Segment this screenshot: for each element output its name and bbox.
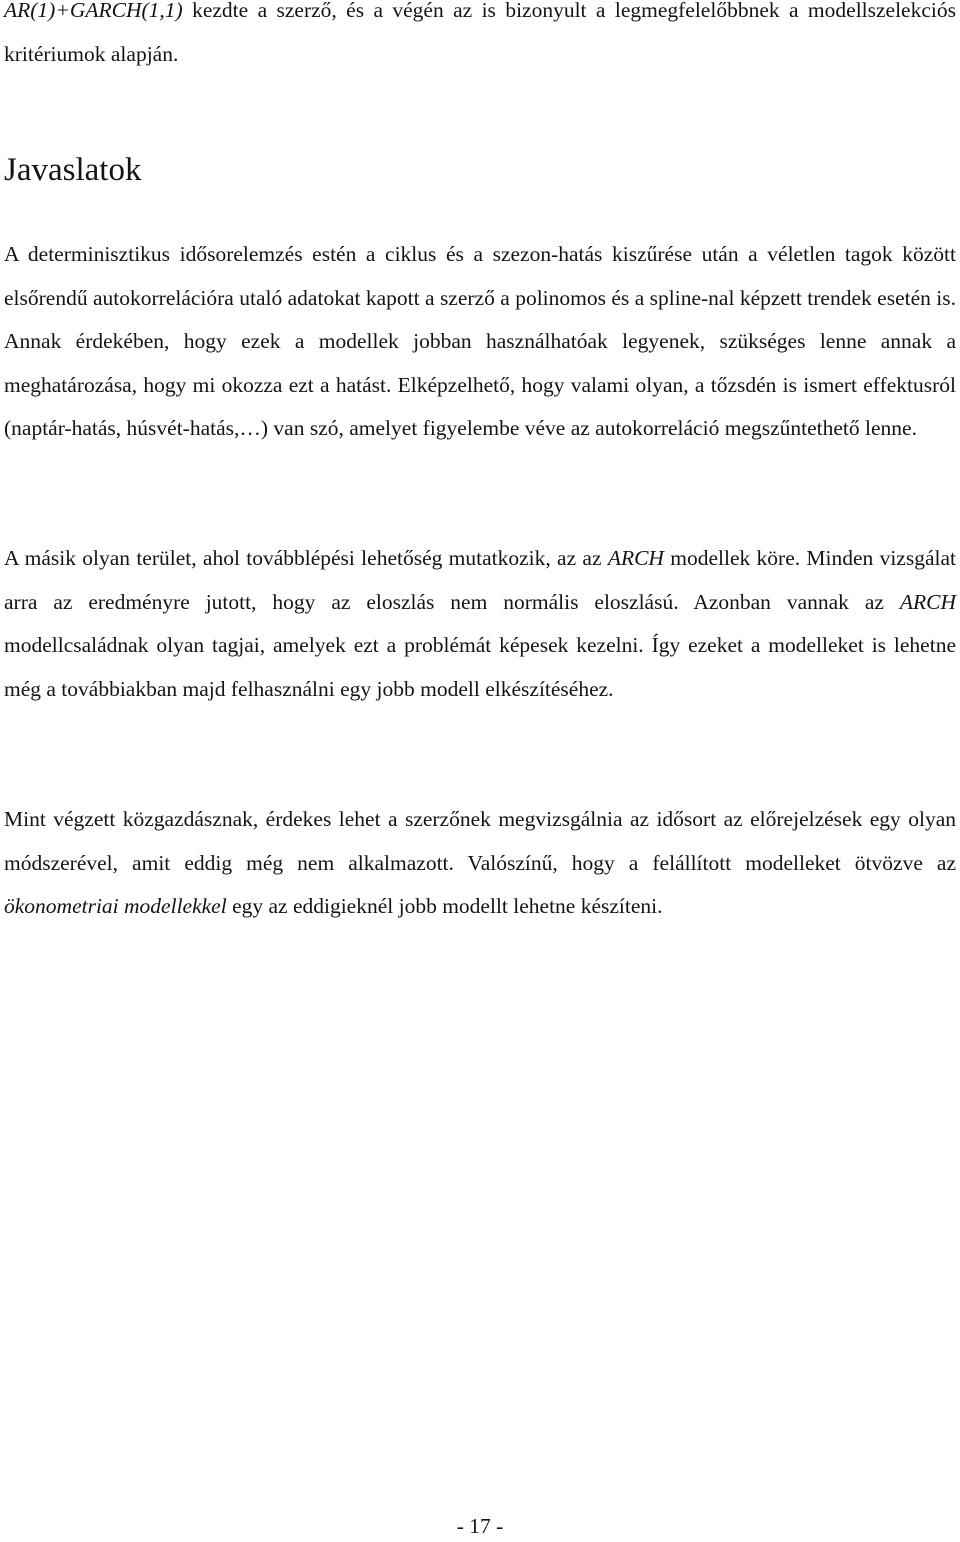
paragraph-intro-text: kezdte a szerző, és a végén az is bizonyult a legmegfelelőbbnek a modellszelekciós kritériumok alapján. [4, 0, 956, 66]
arch-italic-2: ARCH [899, 589, 956, 614]
model-name-italic: AR(1)+GARCH(1,1) [4, 0, 183, 22]
paragraph-forecasting-text-1: Mint végzett közgazdásznak, érdekes lehet a szerzőnek megvizsgálnia az idősort az előrejelzések egy olyan módszerével, amit eddig még nem alkalmazott. Valószínű, hogy a felállított modelleket ötvözve az [4, 807, 956, 875]
paragraph-forecasting-text-2: egy az eddigieknél jobb modellt lehetne készíteni. [226, 894, 663, 918]
paragraph-arch-text-1: A másik olyan terület, ahol továbblépési lehetőség mutatkozik, az az [4, 546, 608, 570]
arch-italic-1: ARCH [607, 546, 664, 570]
paragraph-deterministic: A determinisztikus idősorelemzés estén a ciklus és a szezon-hatás kiszűrése után a véletlen tagok között elsőrendű autokorrelációra utaló adatokat kapott a szerző a polinomos és a spline-nal képzett trendek esetén is. Annak érdekében, hogy ezek a modellek jobban használhatóak legyenek, szükséges lenne annak a meghatározása, hogy mi okozza ezt a hatást. Elképzelhető, hogy valami olyan, a tőzsdén is ismert effektusról (naptár-hatás, húsvét-hatás,…) van szó, amelyet figyelembe véve az autokorreláció megszűntethető lenne. [4, 242, 956, 440]
paragraph-forecasting [4, 798, 956, 929]
paragraph-arch-text-3: modellcsaládnak olyan tagjai, amelyek ezt a problémát képesek kezelni. Így ezeket a modelleket is lehetne még a továbbiakban majd felhasználni egy jobb modell elkészítéséhez. [4, 633, 956, 701]
paragraph-intro [4, 0, 956, 76]
paragraph-arch [4, 537, 956, 711]
econometric-models-italic: ökonometriai modellekkel [4, 894, 227, 918]
paragraph-arch-text-2: modellek köre. Minden vizsgálat arra az eredményre jutott, hogy az eloszlás nem normális eloszlású. Azonban vannak az [4, 546, 956, 614]
page-number: - 17 - [456, 1514, 504, 1538]
section-heading: Javaslatok [4, 152, 142, 188]
